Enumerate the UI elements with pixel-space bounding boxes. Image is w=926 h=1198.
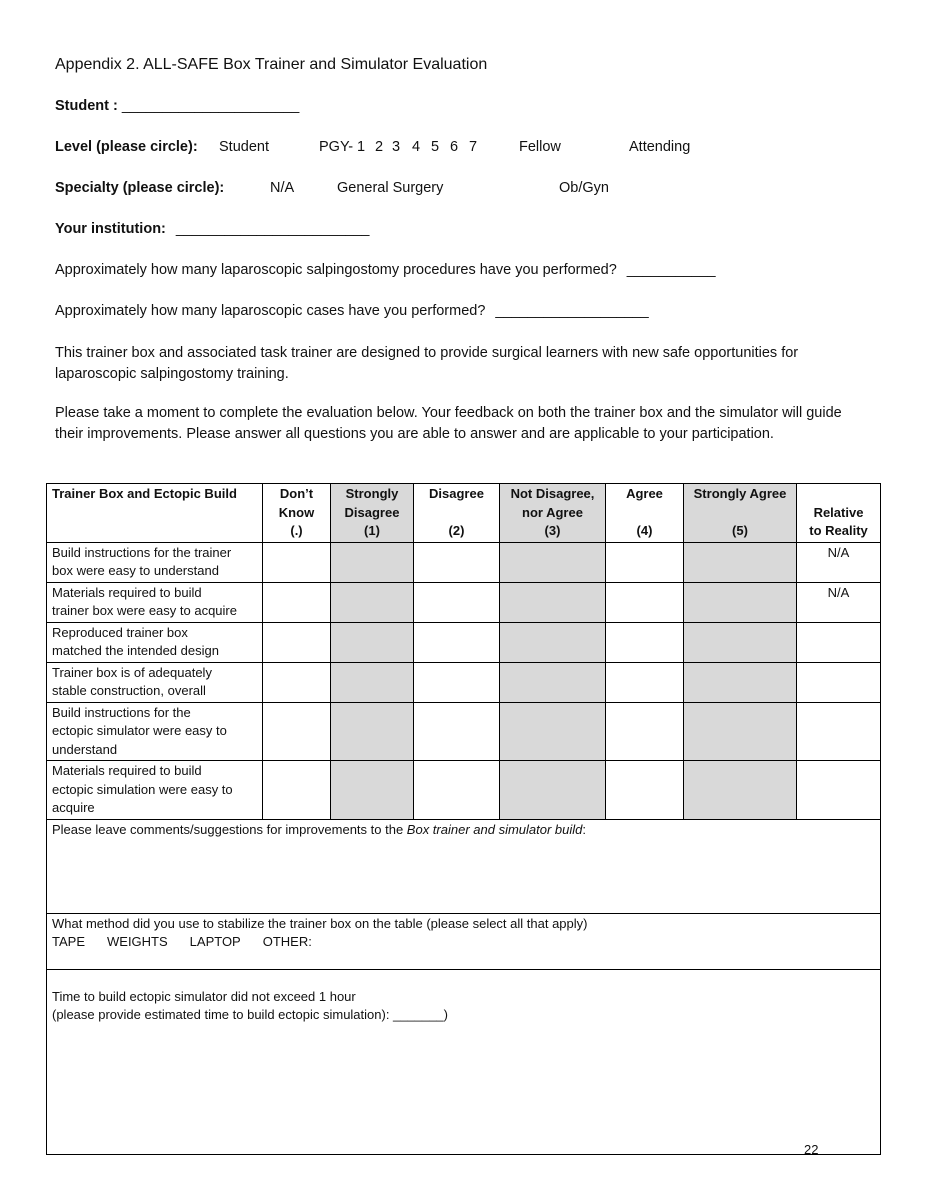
rating-cell-1[interactable] <box>331 622 414 662</box>
question-salpingostomy-text: Approximately how many laparoscopic salpingostomy procedures have you performed? <box>55 262 617 278</box>
relative-cell[interactable] <box>797 761 881 820</box>
stabilize-option-weights[interactable]: WEIGHTS <box>107 934 168 949</box>
rating-cell-4[interactable] <box>606 702 684 761</box>
header-strongly-agree: Strongly Agree (5) <box>684 484 797 543</box>
question-cases-text: Approximately how many laparoscopic cases have you performed? <box>55 303 486 319</box>
header-disagree: Disagree (2) <box>414 484 500 543</box>
stabilize-option-tape[interactable]: TAPE <box>52 934 85 949</box>
rating-cell-dont-know[interactable] <box>263 622 331 662</box>
specialty-label: Specialty (please circle): <box>55 180 225 196</box>
evaluation-table <box>46 483 881 1155</box>
rating-cell-2[interactable] <box>414 622 500 662</box>
stabilize-options <box>52 933 875 952</box>
level-option-pgy-6[interactable]: 6 <box>450 139 459 155</box>
rating-cell-3[interactable] <box>500 582 606 622</box>
relative-cell[interactable] <box>797 622 881 662</box>
rating-cell-1[interactable] <box>331 761 414 820</box>
rating-cell-dont-know[interactable] <box>263 542 331 582</box>
rating-cell-1[interactable] <box>331 582 414 622</box>
rating-cell-4[interactable] <box>606 582 684 622</box>
level-option-pgy-5[interactable]: 5 <box>431 139 440 155</box>
institution-label: Your institution: <box>55 221 166 237</box>
relative-cell[interactable] <box>797 702 881 761</box>
rating-cell-1[interactable] <box>331 662 414 702</box>
rating-cell-4[interactable] <box>606 542 684 582</box>
stabilize-option-other[interactable]: OTHER: <box>262 934 312 949</box>
rating-cell-dont-know[interactable] <box>263 702 331 761</box>
rating-cell-5[interactable] <box>684 582 797 622</box>
comments-row <box>47 819 881 913</box>
relative-cell[interactable] <box>797 662 881 702</box>
time-row <box>47 969 881 1154</box>
stabilize-row <box>47 913 881 969</box>
rating-cell-3[interactable] <box>500 702 606 761</box>
table-row <box>47 622 881 662</box>
rating-cell-3[interactable] <box>500 761 606 820</box>
rating-cell-5[interactable] <box>684 622 797 662</box>
rating-cell-3[interactable] <box>500 662 606 702</box>
level-option-pgy-2[interactable]: 2 <box>375 139 384 155</box>
comments-field[interactable] <box>47 819 881 913</box>
header-dont-know: Don’t Know (.) <box>263 484 331 543</box>
specialty-option-na[interactable]: N/A <box>270 180 295 196</box>
table-header-row <box>47 484 881 543</box>
time-field[interactable] <box>47 969 881 1154</box>
rating-cell-3[interactable] <box>500 542 606 582</box>
row-label: Materials required to build trainer box were easy to acquire <box>47 582 263 622</box>
rating-cell-dont-know[interactable] <box>263 662 331 702</box>
student-field[interactable] <box>55 98 299 114</box>
rating-cell-4[interactable] <box>606 761 684 820</box>
level-option-pgy-1[interactable]: 1 <box>357 139 366 155</box>
rating-cell-2[interactable] <box>414 582 500 622</box>
question-cases-blank: ___________________ <box>495 303 649 319</box>
level-option-pgy-7[interactable]: 7 <box>469 139 478 155</box>
row-label: Trainer box is of adequately stable construction, overall <box>47 662 263 702</box>
table-row <box>47 542 881 582</box>
header-neutral: Not Disagree, nor Agree (3) <box>500 484 606 543</box>
rating-cell-3[interactable] <box>500 622 606 662</box>
rating-cell-dont-know[interactable] <box>263 761 331 820</box>
time-statement: Time to build ectopic simulator did not exceed 1 hour <box>52 988 356 1004</box>
rating-cell-5[interactable] <box>684 702 797 761</box>
header-relative-to-reality: Relative to Reality <box>797 484 881 543</box>
rating-cell-2[interactable] <box>414 662 500 702</box>
rating-cell-5[interactable] <box>684 761 797 820</box>
row-label: Build instructions for the trainer box were easy to understand <box>47 542 263 582</box>
comments-prompt: Please leave comments/suggestions for improvements to the <box>52 821 404 837</box>
table-row <box>47 702 881 761</box>
rating-cell-4[interactable] <box>606 662 684 702</box>
row-label: Reproduced trainer box matched the intended design <box>47 622 263 662</box>
rating-cell-1[interactable] <box>331 702 414 761</box>
level-option-student[interactable]: Student <box>219 139 269 155</box>
table-row <box>47 582 881 622</box>
student-label: Student : <box>55 98 118 114</box>
stabilize-field <box>47 913 881 969</box>
rating-cell-5[interactable] <box>684 662 797 702</box>
stabilize-question: What method did you use to stabilize the trainer box on the table (please select all that apply) <box>52 915 588 931</box>
rating-cell-2[interactable] <box>414 761 500 820</box>
page-title: Appendix 2. ALL-SAFE Box Trainer and Simulator Evaluation <box>55 56 488 73</box>
header-strongly-disagree: Strongly Disagree (1) <box>331 484 414 543</box>
institution-field[interactable] <box>55 221 369 237</box>
row-label: Materials required to build ectopic simulation were easy to acquire <box>47 761 263 820</box>
rating-cell-dont-know[interactable] <box>263 582 331 622</box>
rating-cell-5[interactable] <box>684 542 797 582</box>
rating-cell-2[interactable] <box>414 542 500 582</box>
row-label: Build instructions for the ectopic simulator were easy to understand <box>47 702 263 761</box>
relative-cell: N/A <box>797 542 881 582</box>
comments-prompt-italic: Box trainer and simulator build <box>406 821 583 837</box>
rating-cell-4[interactable] <box>606 622 684 662</box>
level-option-pgy: PGY- <box>319 139 354 155</box>
relative-cell: N/A <box>797 582 881 622</box>
level-option-pgy-3[interactable]: 3 <box>392 139 401 155</box>
rating-cell-2[interactable] <box>414 702 500 761</box>
level-option-pgy-4[interactable]: 4 <box>412 139 421 155</box>
student-blank: ______________________ <box>121 98 300 114</box>
level-label: Level (please circle): <box>55 139 198 155</box>
question-cases[interactable] <box>55 303 649 319</box>
page-number: 22 <box>804 1142 819 1157</box>
specialty-option-obgyn[interactable]: Ob/Gyn <box>559 180 609 196</box>
table-row <box>47 662 881 702</box>
header-trainer-box: Trainer Box and Ectopic Build <box>47 484 263 543</box>
question-salpingostomy[interactable] <box>55 262 716 278</box>
header-agree: Agree (4) <box>606 484 684 543</box>
institution-blank: ________________________ <box>175 221 370 237</box>
rating-cell-1[interactable] <box>331 542 414 582</box>
specialty-option-general-surgery[interactable]: General Surgery <box>337 180 444 196</box>
table-row <box>47 761 881 820</box>
instructions-paragraph: Please take a moment to complete the evaluation below. Your feedback on both the trainer box and the simulator will guide their improvements. Please answer all questions you are able to answer and are applicable to your participation. <box>55 405 842 442</box>
time-estimate-prompt: (please provide estimated time to build ectopic simulation): _______) <box>52 1007 448 1022</box>
intro-paragraph: This trainer box and associated task trainer are designed to provide surgical learners with new safe opportunities for laparoscopic salpingostomy training. <box>55 345 799 382</box>
comments-prompt-end: : <box>582 821 587 837</box>
stabilize-option-laptop[interactable]: LAPTOP <box>189 934 241 949</box>
level-option-fellow[interactable]: Fellow <box>519 139 561 155</box>
level-option-attending[interactable]: Attending <box>629 139 691 155</box>
question-salpingostomy-blank: ___________ <box>626 262 716 278</box>
